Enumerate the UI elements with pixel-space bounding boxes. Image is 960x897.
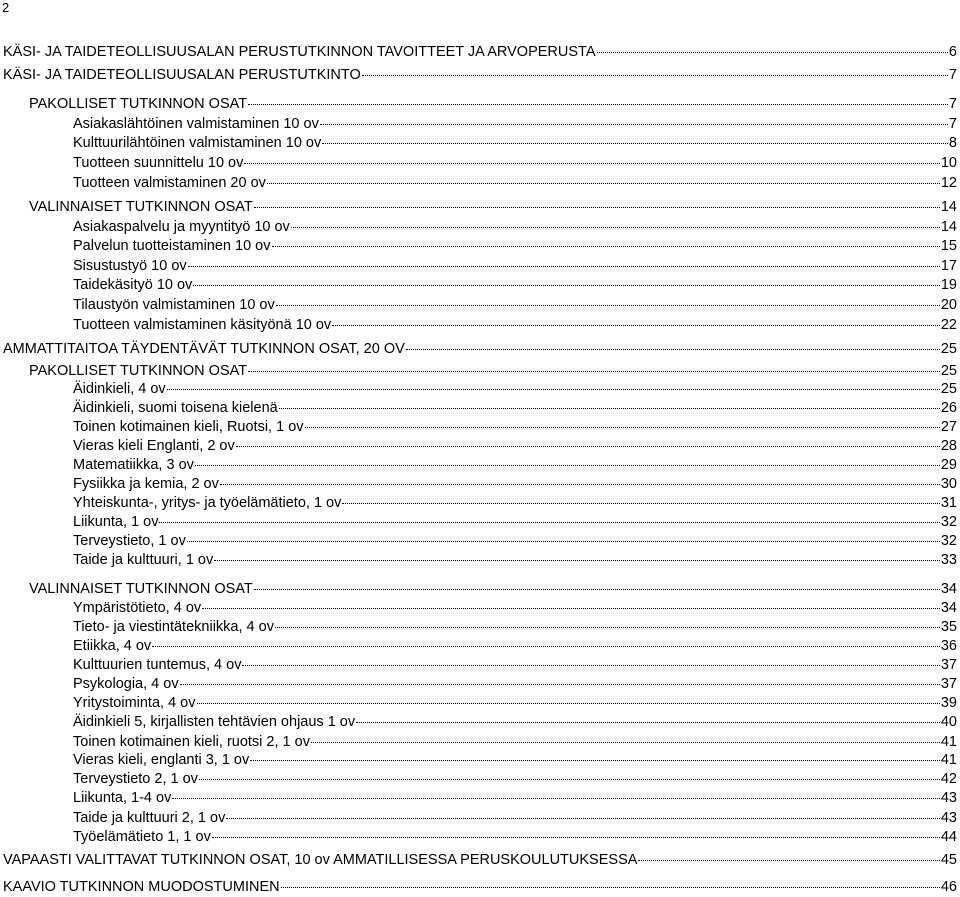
toc-entry-title: Vieras kieli Englanti, 2 ov bbox=[73, 438, 235, 454]
toc-entry[interactable] bbox=[0, 810, 960, 828]
toc-entry-title: Fysiikka ja kemia, 2 ov bbox=[73, 476, 219, 492]
toc-entry[interactable] bbox=[0, 581, 960, 599]
toc-entry-page: 46 bbox=[940, 879, 957, 895]
dot-leader bbox=[202, 608, 940, 609]
toc-entry[interactable] bbox=[0, 175, 960, 193]
toc-entry-page: 8 bbox=[948, 135, 957, 151]
dot-leader bbox=[332, 325, 940, 326]
toc-entry[interactable] bbox=[0, 734, 960, 752]
dot-leader bbox=[254, 589, 940, 590]
toc-entry-page: 27 bbox=[940, 419, 957, 435]
dot-leader bbox=[322, 143, 948, 144]
dot-leader bbox=[342, 503, 939, 504]
toc-entry-title: Toinen kotimainen kieli, Ruotsi, 1 ov bbox=[73, 419, 304, 435]
toc-entry-page: 44 bbox=[940, 829, 957, 845]
toc-entry-page: 43 bbox=[940, 790, 957, 806]
toc-entry-page: 40 bbox=[940, 714, 957, 730]
toc-entry[interactable] bbox=[0, 297, 960, 315]
toc-entry-title: KÄSI- JA TAIDETEOLLISUUSALAN PERUSTUTKINNON TAVOITTEET JA ARVOPERUSTA bbox=[3, 44, 596, 60]
toc-entry-page: 19 bbox=[940, 277, 957, 293]
toc-entry-title: Tuotteen valmistaminen 20 ov bbox=[73, 175, 266, 191]
toc-entry[interactable] bbox=[0, 381, 960, 399]
toc-entry-page: 25 bbox=[940, 341, 957, 357]
toc-entry-title: Yritystoiminta, 4 ov bbox=[73, 695, 196, 711]
toc-entry-page: 14 bbox=[940, 199, 957, 215]
toc-entry-page: 30 bbox=[940, 476, 957, 492]
toc-entry-title: Palvelun tuotteistaminen 10 ov bbox=[73, 238, 271, 254]
toc-entry[interactable] bbox=[0, 476, 960, 494]
toc-entry[interactable] bbox=[0, 44, 960, 62]
toc-entry-title: Terveystieto, 1 ov bbox=[73, 533, 186, 549]
dot-leader bbox=[195, 465, 940, 466]
toc-entry-page: 35 bbox=[940, 619, 957, 635]
toc-entry-title: Sisustustyö 10 ov bbox=[73, 258, 187, 274]
toc-entry[interactable] bbox=[0, 277, 960, 295]
toc-entry-title: Äidinkieli, suomi toisena kielenä bbox=[73, 400, 278, 416]
toc-entry-page: 32 bbox=[940, 533, 957, 549]
toc-entry[interactable] bbox=[0, 514, 960, 532]
dot-leader bbox=[214, 560, 940, 561]
dot-leader bbox=[291, 227, 940, 228]
toc-entry-title: VALINNAISET TUTKINNON OSAT bbox=[29, 581, 253, 597]
dot-leader bbox=[159, 522, 939, 523]
dot-leader bbox=[267, 183, 940, 184]
toc-entry[interactable] bbox=[0, 341, 960, 359]
dot-leader bbox=[305, 427, 940, 428]
toc-entry-title: Liikunta, 1-4 ov bbox=[73, 790, 172, 806]
page-number: 2 bbox=[2, 0, 10, 15]
dot-leader bbox=[212, 837, 940, 838]
toc-entry-title: Tieto- ja viestintätekniikka, 4 ov bbox=[73, 619, 274, 635]
toc-entry-page: 12 bbox=[940, 175, 957, 191]
toc-entry[interactable] bbox=[0, 438, 960, 456]
dot-leader bbox=[242, 665, 939, 666]
toc-entry[interactable] bbox=[0, 116, 960, 134]
dot-leader bbox=[180, 684, 940, 685]
toc-entry-page: 10 bbox=[940, 155, 957, 171]
dot-leader bbox=[275, 627, 940, 628]
toc-entry-page: 17 bbox=[940, 258, 957, 274]
toc-entry-title: KAAVIO TUTKINNON MUODOSTUMINEN bbox=[3, 879, 280, 895]
toc-entry-title: Äidinkieli 5, kirjallisten tehtävien ohjaus 1 ov bbox=[73, 714, 356, 730]
toc-entry-page: 39 bbox=[940, 695, 957, 711]
toc-entry[interactable] bbox=[0, 879, 960, 897]
toc-entry[interactable] bbox=[0, 238, 960, 256]
toc-entry[interactable] bbox=[0, 400, 960, 418]
toc-entry-page: 42 bbox=[940, 771, 957, 787]
dot-leader bbox=[362, 75, 948, 76]
toc-entry[interactable] bbox=[0, 457, 960, 475]
dot-leader bbox=[236, 446, 940, 447]
toc-entry[interactable] bbox=[0, 657, 960, 675]
toc-entry[interactable] bbox=[0, 199, 960, 217]
toc-entry-page: 14 bbox=[940, 219, 957, 235]
toc-entry-page: 41 bbox=[940, 752, 957, 768]
toc-entry[interactable] bbox=[0, 317, 960, 335]
toc-entry[interactable] bbox=[0, 829, 960, 847]
toc-entry-title: Tuotteen suunnittelu 10 ov bbox=[73, 155, 244, 171]
toc-entry-page: 31 bbox=[940, 495, 957, 511]
dot-leader bbox=[254, 207, 940, 208]
toc-entry-page: 7 bbox=[948, 116, 957, 132]
dot-leader bbox=[199, 779, 940, 780]
toc-entry-page: 41 bbox=[940, 734, 957, 750]
toc-entry-title: Psykologia, 4 ov bbox=[73, 676, 179, 692]
toc-entry[interactable] bbox=[0, 96, 960, 114]
toc-entry-title: Taide ja kulttuuri, 1 ov bbox=[73, 552, 214, 568]
toc-entry-page: 34 bbox=[940, 600, 957, 616]
toc-entry-title: Tuotteen valmistaminen käsityönä 10 ov bbox=[73, 317, 332, 333]
toc-entry-page: 25 bbox=[940, 381, 957, 397]
toc-entry-title: Tilaustyön valmistaminen 10 ov bbox=[73, 297, 275, 313]
toc-entry[interactable] bbox=[0, 495, 960, 513]
dot-leader bbox=[248, 371, 940, 372]
toc-entry-title: Asiakaspalvelu ja myyntityö 10 ov bbox=[73, 219, 290, 235]
toc-entry-page: 15 bbox=[940, 238, 957, 254]
toc-entry-page: 45 bbox=[940, 852, 957, 868]
toc-entry-title: Ympäristötieto, 4 ov bbox=[73, 600, 202, 616]
dot-leader bbox=[152, 646, 940, 647]
toc-entry-title: AMMATTITAITOA TÄYDENTÄVÄT TUTKINNON OSAT, 20 OV bbox=[3, 341, 405, 357]
toc-entry[interactable] bbox=[0, 363, 960, 381]
toc-entry-page: 37 bbox=[940, 676, 957, 692]
dot-leader bbox=[197, 703, 940, 704]
toc-entry[interactable] bbox=[0, 219, 960, 237]
toc-entry-title: Matematiikka, 3 ov bbox=[73, 457, 194, 473]
toc-entry[interactable] bbox=[0, 552, 960, 570]
toc-entry-page: 28 bbox=[940, 438, 957, 454]
toc-entry-title: Terveystieto 2, 1 ov bbox=[73, 771, 198, 787]
toc-entry[interactable] bbox=[0, 714, 960, 732]
toc-entry-page: 37 bbox=[940, 657, 957, 673]
dot-leader bbox=[167, 389, 940, 390]
toc-entry-page: 26 bbox=[940, 400, 957, 416]
toc-entry[interactable] bbox=[0, 600, 960, 618]
toc-entry-page: 32 bbox=[940, 514, 957, 530]
toc-entry[interactable] bbox=[0, 638, 960, 656]
toc-entry-title: Liikunta, 1 ov bbox=[73, 514, 159, 530]
dot-leader bbox=[226, 818, 940, 819]
toc-entry-title: Äidinkieli, 4 ov bbox=[73, 381, 166, 397]
toc-entry-page: 22 bbox=[940, 317, 957, 333]
toc-entry-title: KÄSI- JA TAIDETEOLLISUUSALAN PERUSTUTKINTO bbox=[3, 67, 361, 83]
dot-leader bbox=[279, 408, 940, 409]
dot-leader bbox=[320, 124, 948, 125]
toc-entry[interactable] bbox=[0, 676, 960, 694]
toc-entry[interactable] bbox=[0, 752, 960, 770]
toc-entry-page: 25 bbox=[940, 363, 957, 379]
toc-entry[interactable] bbox=[0, 258, 960, 276]
dot-leader bbox=[406, 349, 940, 350]
dot-leader bbox=[276, 305, 940, 306]
dot-leader bbox=[272, 246, 940, 247]
toc-entry-title: VAPAASTI VALITTAVAT TUTKINNON OSAT, 10 ov AMMATILLISESSA PERUSKOULUTUKSESSA bbox=[3, 852, 638, 868]
toc-entry-page: 33 bbox=[940, 552, 957, 568]
toc-entry-page: 7 bbox=[948, 67, 957, 83]
toc-entry-title: PAKOLLISET TUTKINNON OSAT bbox=[29, 96, 248, 112]
dot-leader bbox=[250, 760, 940, 761]
toc-entry[interactable] bbox=[0, 135, 960, 153]
toc-entry-title: PAKOLLISET TUTKINNON OSAT bbox=[29, 363, 248, 379]
toc-entry[interactable] bbox=[0, 852, 960, 870]
dot-leader bbox=[248, 104, 948, 105]
toc-entry[interactable] bbox=[0, 771, 960, 789]
dot-leader bbox=[220, 484, 940, 485]
toc-entry-title: Asiakaslähtöinen valmistaminen 10 ov bbox=[73, 116, 319, 132]
dot-leader bbox=[187, 541, 940, 542]
toc-entry-title: Etiikka, 4 ov bbox=[73, 638, 152, 654]
toc-entry-title: VALINNAISET TUTKINNON OSAT bbox=[29, 199, 253, 215]
toc-entry-title: Taidekäsityö 10 ov bbox=[73, 277, 193, 293]
dot-leader bbox=[311, 742, 940, 743]
toc-entry[interactable] bbox=[0, 419, 960, 437]
dot-leader bbox=[638, 860, 939, 861]
toc-entry[interactable] bbox=[0, 619, 960, 637]
dot-leader bbox=[281, 887, 940, 888]
toc-entry[interactable] bbox=[0, 67, 960, 85]
toc-entry-page: 29 bbox=[940, 457, 957, 473]
toc-entry[interactable] bbox=[0, 695, 960, 713]
dot-leader bbox=[172, 798, 940, 799]
toc-entry[interactable] bbox=[0, 790, 960, 808]
dot-leader bbox=[597, 52, 948, 53]
toc-entry-page: 7 bbox=[948, 96, 957, 112]
toc-entry-page: 34 bbox=[940, 581, 957, 597]
toc-entry[interactable] bbox=[0, 533, 960, 551]
dot-leader bbox=[356, 722, 940, 723]
toc-entry-page: 36 bbox=[940, 638, 957, 654]
toc-entry-title: Yhteiskunta-, yritys- ja työelämätieto, 1 ov bbox=[73, 495, 342, 511]
toc-entry-title: Toinen kotimainen kieli, ruotsi 2, 1 ov bbox=[73, 734, 310, 750]
dot-leader bbox=[188, 266, 940, 267]
dot-leader bbox=[244, 163, 939, 164]
toc-entry-title: Taide ja kulttuuri 2, 1 ov bbox=[73, 810, 226, 826]
toc-entry-page: 20 bbox=[940, 297, 957, 313]
toc-entry-page: 6 bbox=[948, 44, 957, 60]
toc-entry-title: Kulttuurilähtöinen valmistaminen 10 ov bbox=[73, 135, 322, 151]
dot-leader bbox=[193, 285, 940, 286]
toc-entry-page: 43 bbox=[940, 810, 957, 826]
toc-entry-title: Vieras kieli, englanti 3, 1 ov bbox=[73, 752, 250, 768]
toc-entry-title: Kulttuurien tuntemus, 4 ov bbox=[73, 657, 242, 673]
toc-entry-title: Työelämätieto 1, 1 ov bbox=[73, 829, 211, 845]
toc-entry[interactable] bbox=[0, 155, 960, 173]
